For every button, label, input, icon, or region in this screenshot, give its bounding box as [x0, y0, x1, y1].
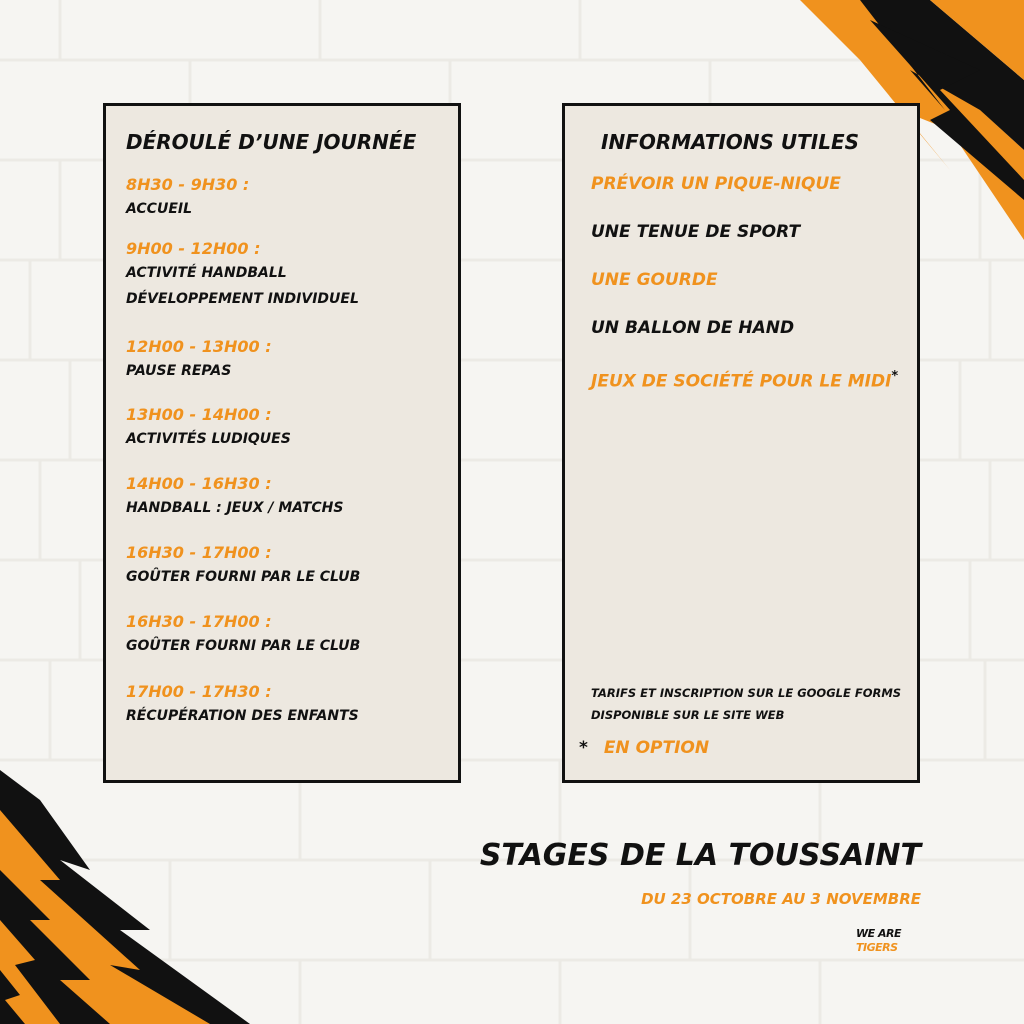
slot-activity: ACTIVITÉ HANDBALL [126, 265, 287, 281]
slot-time: 12H00 - 13H00 : [126, 337, 272, 356]
slot-activity: DÉVELOPPEMENT INDIVIDUEL [126, 291, 359, 307]
schedule-slot [126, 681, 359, 729]
schedule-title: DÉROULÉ D’UNE JOURNÉE [126, 130, 417, 154]
option-asterisk: * [579, 738, 588, 758]
registration-note: TARIFS ET INSCRIPTION SUR LE GOOGLE FORMS DISPONIBLE SUR LE SITE WEB [591, 686, 902, 722]
slot-time: 9H00 - 12H00 : [126, 239, 261, 258]
info-item [591, 314, 901, 343]
schedule-slot [126, 611, 360, 659]
slot-activity: ACCUEIL [126, 201, 193, 217]
slot-time: 13H00 - 14H00 : [126, 405, 272, 424]
slot-time: 17H00 - 17H30 : [126, 682, 272, 701]
slot-activity: ACTIVITÉS LUDIQUES [126, 431, 291, 447]
info-item [591, 362, 901, 397]
we-are-tigers-logo [856, 927, 916, 955]
info-item [591, 170, 901, 199]
schedule-slot [126, 238, 359, 312]
info-item [591, 218, 901, 247]
slot-time: 14H00 - 16H30 : [126, 474, 272, 493]
option-legend [579, 738, 709, 758]
date-subtitle: DU 23 OCTOBRE AU 3 NOVEMBRE [641, 890, 921, 908]
slot-activity: HANDBALL : JEUX / MATCHS [126, 500, 344, 516]
option-label: EN OPTION [603, 738, 710, 758]
slot-time: 16H30 - 17H00 : [126, 543, 272, 562]
slot-time: 8H30 - 9H30 : [126, 175, 250, 194]
slot-time: 16H30 - 17H00 : [126, 612, 272, 631]
info-panel [562, 103, 920, 783]
info-item [591, 266, 901, 295]
info-item-text: UN BALLON DE HAND [591, 318, 795, 338]
info-item-text: JEUX DE SOCIÉTÉ POUR LE MIDI [591, 371, 892, 392]
schedule-slot [126, 336, 272, 384]
main-title: STAGES DE LA TOUSSAINT [479, 838, 921, 873]
logo-line-2: TIGERS [856, 941, 898, 954]
slot-activity: GOÛTER FOURNI PAR LE CLUB [126, 569, 361, 585]
schedule-slot [126, 542, 360, 590]
schedule-slot [126, 174, 249, 222]
schedule-slot [126, 404, 291, 452]
logo-line-1: WE ARE [856, 927, 901, 940]
slot-activity: PAUSE REPAS [126, 363, 232, 379]
info-item-text: PRÉVOIR UN PIQUE-NIQUE [591, 174, 841, 194]
slot-activity: RÉCUPÉRATION DES ENFANTS [126, 708, 359, 724]
slot-activity: GOÛTER FOURNI PAR LE CLUB [126, 638, 361, 654]
bottom-left-stripes-graphic [0, 770, 250, 1024]
info-item-asterisk: * [891, 369, 899, 384]
info-item-text: UNE TENUE DE SPORT [591, 222, 801, 242]
schedule-panel [103, 103, 461, 783]
info-item-text: UNE GOURDE [591, 270, 718, 290]
schedule-slot [126, 473, 343, 521]
info-title: INFORMATIONS UTILES [601, 130, 860, 154]
